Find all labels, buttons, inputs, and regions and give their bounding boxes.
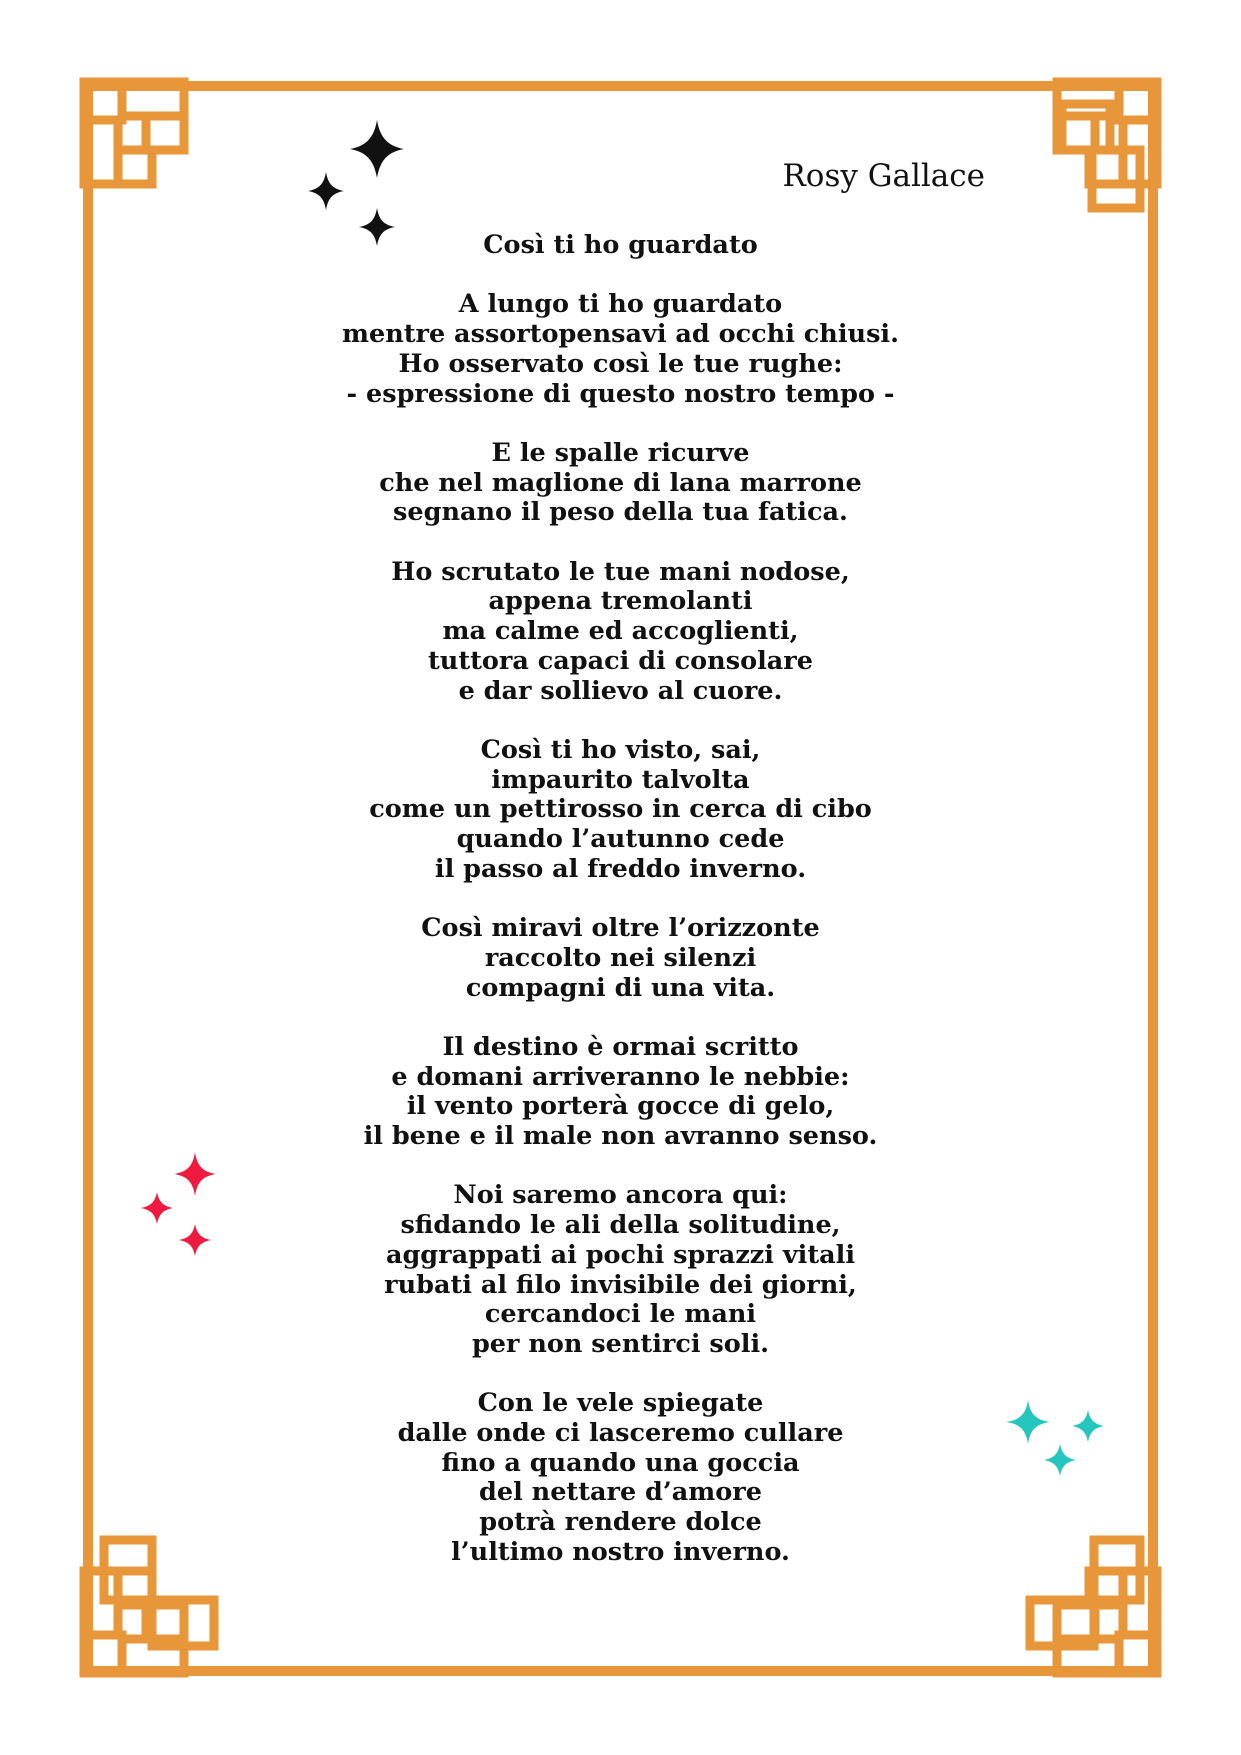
- poem-line: Così ti ho visto, sai,: [480, 734, 761, 765]
- sparkle-icon: [350, 120, 404, 178]
- poem-line: dalle onde ci lasceremo cullare: [397, 1418, 844, 1448]
- poem-line: il bene e il male non avranno senso.: [363, 1121, 878, 1151]
- author-name: Rosy Gallace: [782, 158, 985, 194]
- poem-stanza: [0, 558, 1241, 707]
- poem-line: per non sentirci soli.: [471, 1328, 770, 1359]
- poem-line: tuttora capaci di consolare: [428, 645, 813, 676]
- poem-line: aggrappati ai pochi sprazzi vitali: [385, 1239, 856, 1270]
- poem-line: del nettare d’amore: [479, 1477, 762, 1508]
- poem-line: fino a quando una goccia: [441, 1447, 800, 1478]
- poem-line: e domani arriveranno le nebbie:: [391, 1061, 850, 1092]
- poem-line: cercandoci le mani: [484, 1299, 757, 1330]
- poem-stanza: [0, 736, 1241, 885]
- poem-line: Ho scrutato le tue mani nodose,: [391, 556, 850, 587]
- poem-line: Ho osservato così le tue rughe:: [398, 348, 843, 379]
- poem-line: - espressione di questo nostro tempo -: [346, 378, 895, 409]
- poem-line: il passo al freddo inverno.: [434, 853, 807, 884]
- corner-square-top-right-lower: [1092, 150, 1140, 208]
- poem-line: Così miravi oltre l’orizzonte: [421, 913, 820, 944]
- poem-line: segnano il peso della tua fatica.: [393, 497, 848, 528]
- poem-line: ma calme ed accoglienti,: [442, 616, 799, 647]
- poem-line: E le spalle ricurve: [491, 437, 750, 468]
- sparkle-icon: [308, 172, 344, 210]
- corner-ornament-top-left: [84, 82, 184, 184]
- poem-title: Così ti ho guardato: [483, 230, 758, 260]
- poem-line: l’ultimo nostro inverno.: [451, 1536, 790, 1567]
- poem-stanzas: [0, 290, 1241, 1567]
- poem-stanza: [0, 914, 1241, 1003]
- poem-line: appena tremolanti: [488, 586, 753, 617]
- poem: [0, 231, 1241, 1597]
- poem-stanza: [0, 1181, 1241, 1359]
- poem-line: rubati al filo invisibile dei giorni,: [384, 1269, 857, 1300]
- poem-line: che nel maglione di lana marrone: [379, 467, 862, 498]
- poem-line: Il destino è ormai scritto: [442, 1031, 799, 1062]
- poem-line: e dar sollievo al cuore.: [458, 675, 783, 706]
- poem-stanza: [0, 439, 1241, 528]
- poem-line: A lungo ti ho guardato: [458, 289, 783, 320]
- corner-square-top-right: [1062, 104, 1110, 150]
- poem-line: Noi saremo ancora qui:: [453, 1180, 788, 1211]
- poem-stanza: [0, 290, 1241, 409]
- poem-line: compagni di una vita.: [465, 972, 776, 1003]
- poem-line: mentre assortopensavi ad occhi chiusi.: [342, 319, 899, 350]
- poem-line: quando l’autunno cede: [456, 824, 785, 854]
- poem-line: Con le vele spiegate: [477, 1388, 764, 1419]
- poem-stanza: [0, 1033, 1241, 1152]
- poem-line: potrà rendere dolce: [479, 1507, 762, 1538]
- poem-line: sfidando le ali della solitudine,: [400, 1210, 841, 1241]
- poem-line: impaurito talvolta: [491, 764, 750, 795]
- poem-line: raccolto nei silenzi: [484, 942, 757, 973]
- poem-line: il vento porterà gocce di gelo,: [406, 1091, 835, 1122]
- poem-line: come un pettirosso in cerca di cibo: [369, 794, 872, 825]
- poem-stanza: [0, 1389, 1241, 1567]
